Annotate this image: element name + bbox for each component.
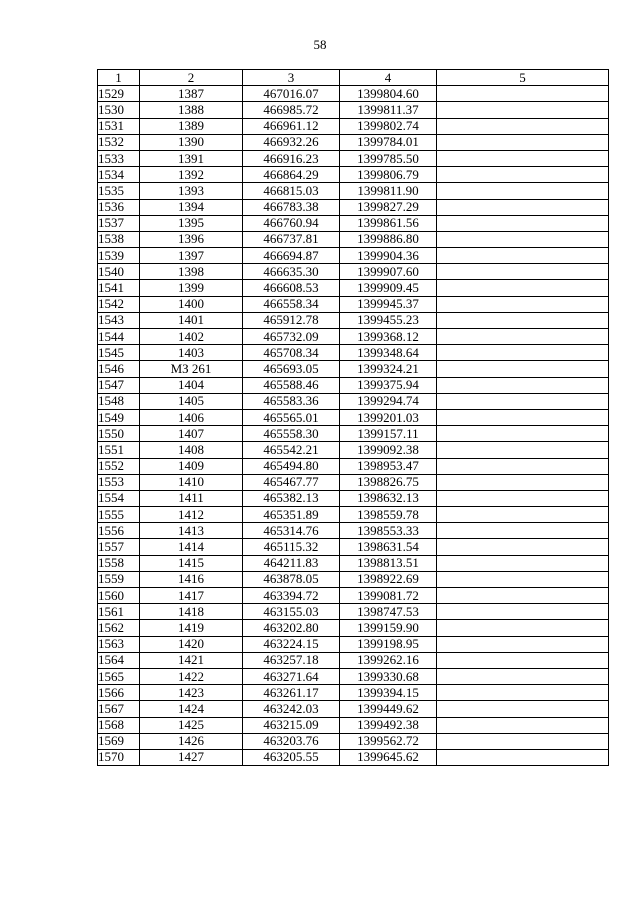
x-coordinate-cell: 463878.05 xyxy=(243,571,340,587)
table-row xyxy=(98,280,609,296)
point-id-cell: 1395 xyxy=(140,215,243,231)
point-id-cell: 1407 xyxy=(140,426,243,442)
point-id-cell: 1426 xyxy=(140,733,243,749)
y-coordinate-cell: 1399886.80 xyxy=(340,231,437,247)
point-id-cell: 1423 xyxy=(140,685,243,701)
x-coordinate-cell: 465565.01 xyxy=(243,409,340,425)
y-coordinate-cell: 1399092.38 xyxy=(340,442,437,458)
note-cell xyxy=(437,393,609,409)
x-coordinate-cell: 463155.03 xyxy=(243,604,340,620)
header-col-5: 5 xyxy=(437,70,609,86)
header-col-1: 1 xyxy=(98,70,140,86)
row-number-cell: 1568 xyxy=(98,717,140,733)
x-coordinate-cell: 466985.72 xyxy=(243,102,340,118)
note-cell xyxy=(437,604,609,620)
note-cell xyxy=(437,571,609,587)
point-id-cell: 1424 xyxy=(140,701,243,717)
point-id-cell: 1398 xyxy=(140,264,243,280)
point-id-cell: 1392 xyxy=(140,167,243,183)
point-id-cell: 1391 xyxy=(140,150,243,166)
row-number-cell: 1564 xyxy=(98,652,140,668)
point-id-cell: 1416 xyxy=(140,571,243,587)
point-id-cell: 1414 xyxy=(140,539,243,555)
table-row xyxy=(98,118,609,134)
table-body xyxy=(98,86,609,766)
note-cell xyxy=(437,717,609,733)
table-row xyxy=(98,685,609,701)
row-number-cell: 1545 xyxy=(98,345,140,361)
x-coordinate-cell: 463271.64 xyxy=(243,668,340,684)
x-coordinate-cell: 465115.32 xyxy=(243,539,340,555)
row-number-cell: 1553 xyxy=(98,474,140,490)
y-coordinate-cell: 1398922.69 xyxy=(340,571,437,587)
table-row xyxy=(98,668,609,684)
y-coordinate-cell: 1399811.90 xyxy=(340,183,437,199)
table-row xyxy=(98,296,609,312)
table-row xyxy=(98,539,609,555)
y-coordinate-cell: 1399492.38 xyxy=(340,717,437,733)
y-coordinate-cell: 1398813.51 xyxy=(340,555,437,571)
y-coordinate-cell: 1398826.75 xyxy=(340,474,437,490)
point-id-cell: 1413 xyxy=(140,523,243,539)
table-row xyxy=(98,749,609,765)
y-coordinate-cell: 1399159.90 xyxy=(340,620,437,636)
x-coordinate-cell: 465732.09 xyxy=(243,329,340,345)
point-id-cell: 1400 xyxy=(140,296,243,312)
y-coordinate-cell: 1399348.64 xyxy=(340,345,437,361)
y-coordinate-cell: 1399294.74 xyxy=(340,393,437,409)
note-cell xyxy=(437,264,609,280)
point-id-cell: 1402 xyxy=(140,329,243,345)
y-coordinate-cell: 1399375.94 xyxy=(340,377,437,393)
table-row xyxy=(98,312,609,328)
table-row xyxy=(98,150,609,166)
row-number-cell: 1550 xyxy=(98,426,140,442)
row-number-cell: 1566 xyxy=(98,685,140,701)
point-id-cell: МЗ 261 xyxy=(140,361,243,377)
point-id-cell: 1421 xyxy=(140,652,243,668)
table-row xyxy=(98,717,609,733)
table-row xyxy=(98,248,609,264)
y-coordinate-cell: 1399811.37 xyxy=(340,102,437,118)
row-number-cell: 1530 xyxy=(98,102,140,118)
row-number-cell: 1541 xyxy=(98,280,140,296)
x-coordinate-cell: 466783.38 xyxy=(243,199,340,215)
x-coordinate-cell: 465494.80 xyxy=(243,458,340,474)
row-number-cell: 1546 xyxy=(98,361,140,377)
row-number-cell: 1551 xyxy=(98,442,140,458)
row-number-cell: 1570 xyxy=(98,749,140,765)
point-id-cell: 1403 xyxy=(140,345,243,361)
y-coordinate-cell: 1399198.95 xyxy=(340,636,437,652)
y-coordinate-cell: 1399784.01 xyxy=(340,134,437,150)
x-coordinate-cell: 463203.76 xyxy=(243,733,340,749)
header-col-4: 4 xyxy=(340,70,437,86)
note-cell xyxy=(437,507,609,523)
row-number-cell: 1552 xyxy=(98,458,140,474)
y-coordinate-cell: 1399368.12 xyxy=(340,329,437,345)
y-coordinate-cell: 1398632.13 xyxy=(340,490,437,506)
point-id-cell: 1389 xyxy=(140,118,243,134)
x-coordinate-cell: 466635.30 xyxy=(243,264,340,280)
row-number-cell: 1557 xyxy=(98,539,140,555)
y-coordinate-cell: 1399330.68 xyxy=(340,668,437,684)
row-number-cell: 1549 xyxy=(98,409,140,425)
x-coordinate-cell: 466815.03 xyxy=(243,183,340,199)
note-cell xyxy=(437,426,609,442)
note-cell xyxy=(437,749,609,765)
note-cell xyxy=(437,280,609,296)
coordinates-table xyxy=(97,69,609,766)
point-id-cell: 1404 xyxy=(140,377,243,393)
y-coordinate-cell: 1399562.72 xyxy=(340,733,437,749)
x-coordinate-cell: 466932.26 xyxy=(243,134,340,150)
x-coordinate-cell: 465351.89 xyxy=(243,507,340,523)
row-number-cell: 1565 xyxy=(98,668,140,684)
table-row xyxy=(98,604,609,620)
y-coordinate-cell: 1399907.60 xyxy=(340,264,437,280)
row-number-cell: 1554 xyxy=(98,490,140,506)
x-coordinate-cell: 466760.94 xyxy=(243,215,340,231)
x-coordinate-cell: 466694.87 xyxy=(243,248,340,264)
x-coordinate-cell: 463215.09 xyxy=(243,717,340,733)
point-id-cell: 1405 xyxy=(140,393,243,409)
row-number-cell: 1547 xyxy=(98,377,140,393)
table-row xyxy=(98,86,609,102)
y-coordinate-cell: 1399804.60 xyxy=(340,86,437,102)
note-cell xyxy=(437,701,609,717)
header-row xyxy=(98,70,609,86)
row-number-cell: 1532 xyxy=(98,134,140,150)
x-coordinate-cell: 465912.78 xyxy=(243,312,340,328)
y-coordinate-cell: 1399945.37 xyxy=(340,296,437,312)
y-coordinate-cell: 1399201.03 xyxy=(340,409,437,425)
x-coordinate-cell: 463242.03 xyxy=(243,701,340,717)
point-id-cell: 1418 xyxy=(140,604,243,620)
table-row xyxy=(98,167,609,183)
point-id-cell: 1397 xyxy=(140,248,243,264)
x-coordinate-cell: 466864.29 xyxy=(243,167,340,183)
row-number-cell: 1539 xyxy=(98,248,140,264)
table-header xyxy=(98,70,609,86)
y-coordinate-cell: 1399909.45 xyxy=(340,280,437,296)
table-row xyxy=(98,733,609,749)
y-coordinate-cell: 1399081.72 xyxy=(340,588,437,604)
y-coordinate-cell: 1399449.62 xyxy=(340,701,437,717)
table-row xyxy=(98,361,609,377)
note-cell xyxy=(437,409,609,425)
point-id-cell: 1401 xyxy=(140,312,243,328)
note-cell xyxy=(437,102,609,118)
x-coordinate-cell: 465558.30 xyxy=(243,426,340,442)
point-id-cell: 1408 xyxy=(140,442,243,458)
note-cell xyxy=(437,312,609,328)
table-row xyxy=(98,652,609,668)
row-number-cell: 1542 xyxy=(98,296,140,312)
y-coordinate-cell: 1399802.74 xyxy=(340,118,437,134)
x-coordinate-cell: 465542.21 xyxy=(243,442,340,458)
table-row xyxy=(98,555,609,571)
note-cell xyxy=(437,539,609,555)
x-coordinate-cell: 466916.23 xyxy=(243,150,340,166)
note-cell xyxy=(437,668,609,684)
row-number-cell: 1562 xyxy=(98,620,140,636)
x-coordinate-cell: 465708.34 xyxy=(243,345,340,361)
row-number-cell: 1560 xyxy=(98,588,140,604)
x-coordinate-cell: 467016.07 xyxy=(243,86,340,102)
y-coordinate-cell: 1398559.78 xyxy=(340,507,437,523)
row-number-cell: 1534 xyxy=(98,167,140,183)
y-coordinate-cell: 1399262.16 xyxy=(340,652,437,668)
x-coordinate-cell: 465467.77 xyxy=(243,474,340,490)
point-id-cell: 1422 xyxy=(140,668,243,684)
row-number-cell: 1555 xyxy=(98,507,140,523)
note-cell xyxy=(437,588,609,604)
note-cell xyxy=(437,248,609,264)
row-number-cell: 1544 xyxy=(98,329,140,345)
table-row xyxy=(98,523,609,539)
x-coordinate-cell: 465693.05 xyxy=(243,361,340,377)
note-cell xyxy=(437,442,609,458)
page-number: 58 xyxy=(313,37,327,52)
row-number-cell: 1537 xyxy=(98,215,140,231)
table-row xyxy=(98,458,609,474)
y-coordinate-cell: 1399785.50 xyxy=(340,150,437,166)
table-row xyxy=(98,329,609,345)
table-row xyxy=(98,490,609,506)
y-coordinate-cell: 1399806.79 xyxy=(340,167,437,183)
table-row xyxy=(98,345,609,361)
row-number-cell: 1556 xyxy=(98,523,140,539)
table-row xyxy=(98,636,609,652)
y-coordinate-cell: 1399324.21 xyxy=(340,361,437,377)
row-number-cell: 1561 xyxy=(98,604,140,620)
row-number-cell: 1538 xyxy=(98,231,140,247)
row-number-cell: 1569 xyxy=(98,733,140,749)
y-coordinate-cell: 1399827.29 xyxy=(340,199,437,215)
table-row xyxy=(98,199,609,215)
y-coordinate-cell: 1399455.23 xyxy=(340,312,437,328)
x-coordinate-cell: 465588.46 xyxy=(243,377,340,393)
x-coordinate-cell: 463394.72 xyxy=(243,588,340,604)
x-coordinate-cell: 463224.15 xyxy=(243,636,340,652)
point-id-cell: 1419 xyxy=(140,620,243,636)
x-coordinate-cell: 466608.53 xyxy=(243,280,340,296)
note-cell xyxy=(437,150,609,166)
point-id-cell: 1399 xyxy=(140,280,243,296)
y-coordinate-cell: 1398553.33 xyxy=(340,523,437,539)
y-coordinate-cell: 1399157.11 xyxy=(340,426,437,442)
note-cell xyxy=(437,231,609,247)
row-number-cell: 1533 xyxy=(98,150,140,166)
note-cell xyxy=(437,458,609,474)
point-id-cell: 1420 xyxy=(140,636,243,652)
x-coordinate-cell: 463202.80 xyxy=(243,620,340,636)
note-cell xyxy=(437,134,609,150)
row-number-cell: 1567 xyxy=(98,701,140,717)
row-number-cell: 1548 xyxy=(98,393,140,409)
table-row xyxy=(98,231,609,247)
row-number-cell: 1531 xyxy=(98,118,140,134)
point-id-cell: 1427 xyxy=(140,749,243,765)
row-number-cell: 1536 xyxy=(98,199,140,215)
header-col-2: 2 xyxy=(140,70,243,86)
note-cell xyxy=(437,733,609,749)
note-cell xyxy=(437,183,609,199)
note-cell xyxy=(437,523,609,539)
y-coordinate-cell: 1398747.53 xyxy=(340,604,437,620)
note-cell xyxy=(437,199,609,215)
point-id-cell: 1406 xyxy=(140,409,243,425)
table-row xyxy=(98,474,609,490)
table-row xyxy=(98,571,609,587)
table-row xyxy=(98,377,609,393)
x-coordinate-cell: 465314.76 xyxy=(243,523,340,539)
point-id-cell: 1415 xyxy=(140,555,243,571)
x-coordinate-cell: 463205.55 xyxy=(243,749,340,765)
row-number-cell: 1543 xyxy=(98,312,140,328)
table-row xyxy=(98,588,609,604)
note-cell xyxy=(437,296,609,312)
point-id-cell: 1387 xyxy=(140,86,243,102)
point-id-cell: 1396 xyxy=(140,231,243,247)
header-col-3: 3 xyxy=(243,70,340,86)
row-number-cell: 1529 xyxy=(98,86,140,102)
table-row xyxy=(98,426,609,442)
x-coordinate-cell: 463257.18 xyxy=(243,652,340,668)
note-cell xyxy=(437,329,609,345)
note-cell xyxy=(437,620,609,636)
row-number-cell: 1558 xyxy=(98,555,140,571)
note-cell xyxy=(437,652,609,668)
note-cell xyxy=(437,361,609,377)
y-coordinate-cell: 1399645.62 xyxy=(340,749,437,765)
point-id-cell: 1425 xyxy=(140,717,243,733)
point-id-cell: 1410 xyxy=(140,474,243,490)
note-cell xyxy=(437,215,609,231)
row-number-cell: 1540 xyxy=(98,264,140,280)
note-cell xyxy=(437,555,609,571)
row-number-cell: 1559 xyxy=(98,571,140,587)
x-coordinate-cell: 463261.17 xyxy=(243,685,340,701)
point-id-cell: 1394 xyxy=(140,199,243,215)
table-row xyxy=(98,183,609,199)
table-row xyxy=(98,507,609,523)
y-coordinate-cell: 1399861.56 xyxy=(340,215,437,231)
table-row xyxy=(98,409,609,425)
note-cell xyxy=(437,490,609,506)
note-cell xyxy=(437,167,609,183)
table-row xyxy=(98,134,609,150)
point-id-cell: 1393 xyxy=(140,183,243,199)
table-row xyxy=(98,701,609,717)
x-coordinate-cell: 465382.13 xyxy=(243,490,340,506)
table-row xyxy=(98,102,609,118)
point-id-cell: 1388 xyxy=(140,102,243,118)
point-id-cell: 1409 xyxy=(140,458,243,474)
note-cell xyxy=(437,345,609,361)
note-cell xyxy=(437,636,609,652)
note-cell xyxy=(437,685,609,701)
point-id-cell: 1412 xyxy=(140,507,243,523)
x-coordinate-cell: 466961.12 xyxy=(243,118,340,134)
y-coordinate-cell: 1399394.15 xyxy=(340,685,437,701)
table-row xyxy=(98,264,609,280)
point-id-cell: 1417 xyxy=(140,588,243,604)
x-coordinate-cell: 466737.81 xyxy=(243,231,340,247)
row-number-cell: 1535 xyxy=(98,183,140,199)
x-coordinate-cell: 465583.36 xyxy=(243,393,340,409)
y-coordinate-cell: 1398953.47 xyxy=(340,458,437,474)
note-cell xyxy=(437,377,609,393)
point-id-cell: 1390 xyxy=(140,134,243,150)
table-row xyxy=(98,215,609,231)
point-id-cell: 1411 xyxy=(140,490,243,506)
note-cell xyxy=(437,118,609,134)
y-coordinate-cell: 1399904.36 xyxy=(340,248,437,264)
y-coordinate-cell: 1398631.54 xyxy=(340,539,437,555)
row-number-cell: 1563 xyxy=(98,636,140,652)
table-row xyxy=(98,620,609,636)
x-coordinate-cell: 466558.34 xyxy=(243,296,340,312)
x-coordinate-cell: 464211.83 xyxy=(243,555,340,571)
table-row xyxy=(98,393,609,409)
table-row xyxy=(98,442,609,458)
note-cell xyxy=(437,86,609,102)
note-cell xyxy=(437,474,609,490)
